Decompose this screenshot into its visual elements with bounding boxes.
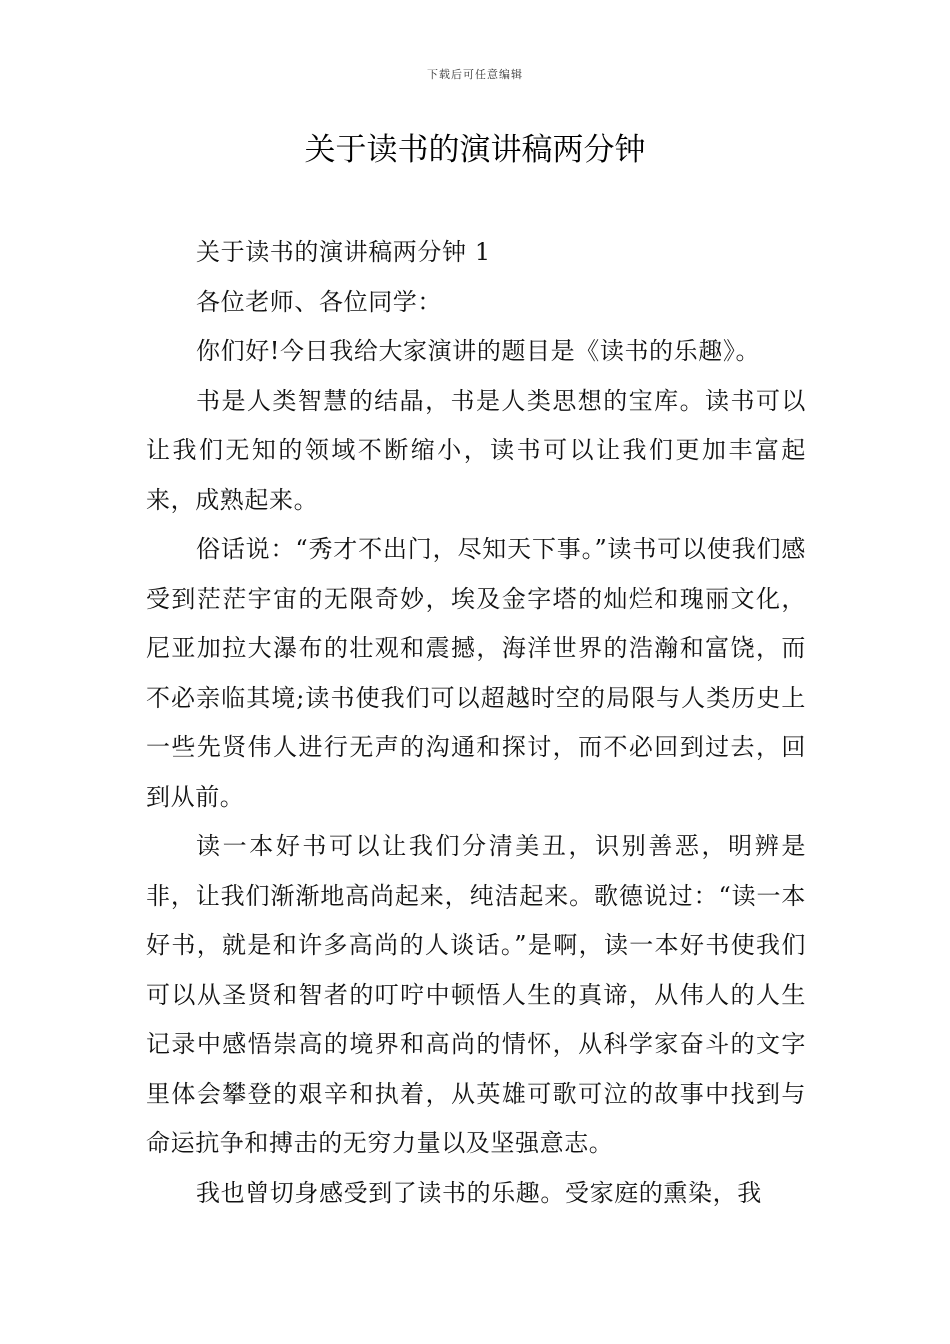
- paragraph-body: 我也曾切身感受到了读书的乐趣。受家庭的熏染，我: [196, 1178, 762, 1207]
- paragraph-greeting: 各位老师、各位同学：: [196, 287, 442, 316]
- paragraph-body: 书是人类智慧的结晶，书是人类思想的宝库。读书可以让我们无知的领域不断缩小，读书可以让我们更加丰富起来，成熟起来。: [146, 386, 806, 514]
- paragraph-body: 读一本好书可以让我们分清美丑，识别善恶，明辨是非，让我们渐渐地高尚起来，纯洁起来。歌德说过：“读一本好书，就是和许多高尚的人谈话。”是啊，读一本好书使我们可以从圣贤和智者的叮咛中顿悟人生的真谛，从伟人的人生记录中感悟崇高的境界和高尚的情怀，从科学家奋斗的文字里体会攀登的艰辛和执着，从英雄可歌可泣的故事中找到与命运抗争和搏击的无穷力量以及坚强意志。: [146, 832, 806, 1157]
- paragraph-subtitle: 关于读书的演讲稿两分钟 1: [196, 238, 491, 266]
- header-note: 下载后可任意编辑: [427, 68, 523, 81]
- paragraph-intro: 你们好!今日我给大家演讲的题目是《读书的乐趣》。: [196, 337, 761, 365]
- paragraph-body: 俗话说：“秀才不出门，尽知天下事。”读书可以使我们感受到茫茫宇宙的无限奇妙，埃及金字塔的灿烂和瑰丽文化，尼亚加拉大瀑布的壮观和震撼，海洋世界的浩瀚和富饶，而不必亲临其境;读书使我们可以超越时空的局限与人类历史上一些先贤伟人进行无声的沟通和探讨，而不必回到过去，回到从前。: [146, 535, 806, 811]
- document-body: [146, 228, 806, 1218]
- document-title: 关于读书的演讲稿两分钟: [304, 132, 646, 168]
